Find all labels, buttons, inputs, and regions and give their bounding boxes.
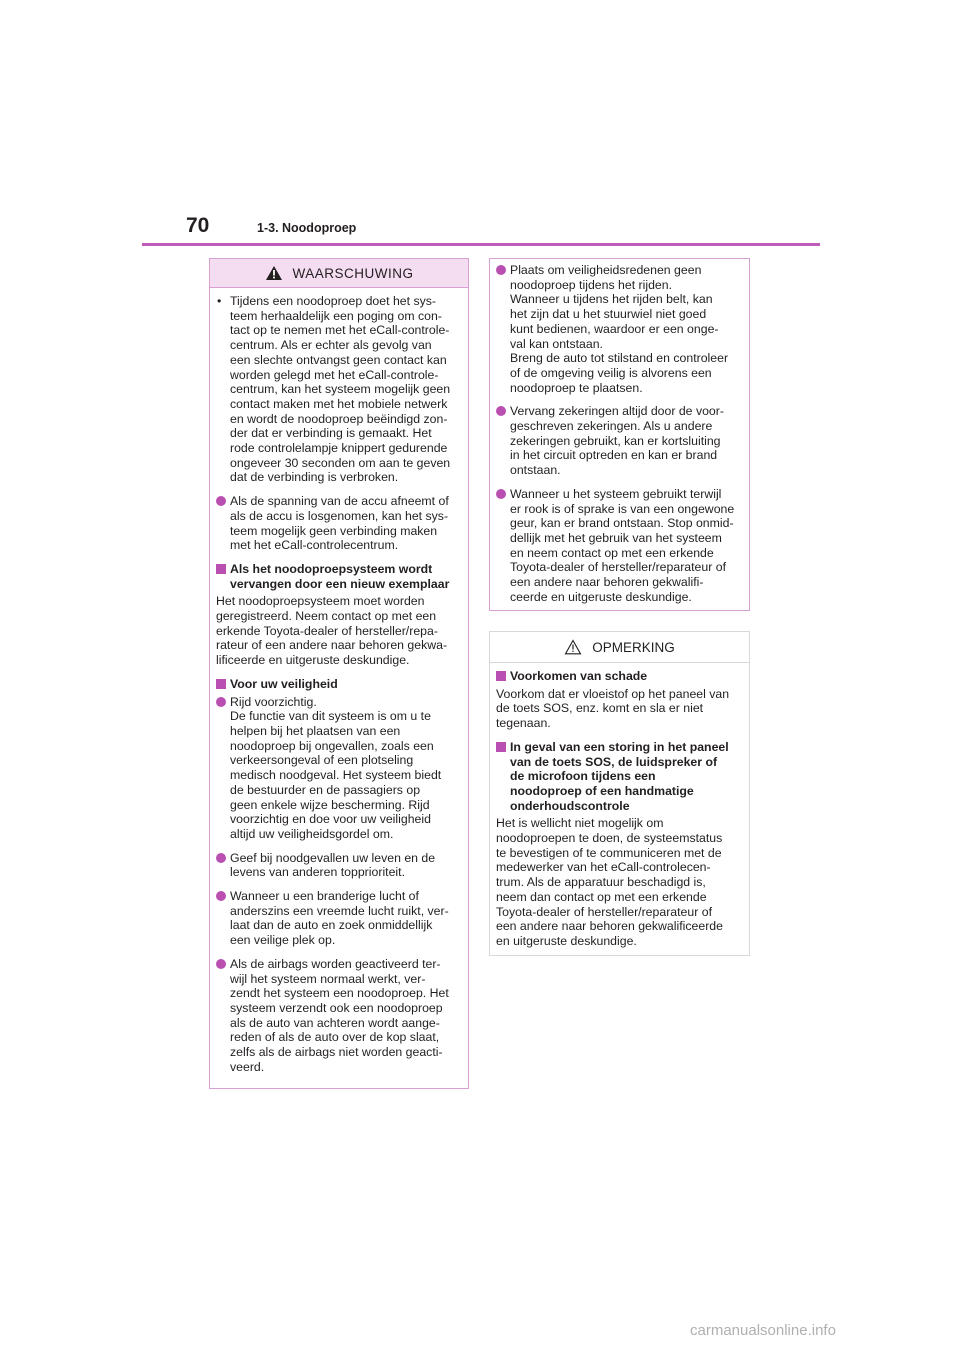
bullet-dot-icon	[496, 265, 506, 275]
warning-intro-text	[230, 294, 462, 485]
warning-bullet	[496, 263, 743, 395]
text-line: Het is wellicht niet mogelijk om	[496, 816, 664, 831]
bullet-dot-icon	[496, 489, 506, 499]
header-rule	[142, 243, 820, 246]
warning-bullet	[496, 487, 743, 605]
damage-text	[496, 687, 743, 731]
text-line: geur, kan er brand ontstaan. Stop onmid-	[510, 516, 734, 531]
text-line: noodoproepen te doen, de systeemstatus	[496, 831, 723, 846]
text-line: wijl het systeem normaal werkt, ver-	[230, 971, 426, 986]
safety-bullet	[216, 851, 462, 880]
text-line: geregistreerd. Neem contact op met een	[216, 609, 437, 624]
text-line: noodoproep bij ongevallen, zoals een	[230, 738, 434, 753]
text-line: met het eCall-controlecentrum.	[230, 538, 399, 553]
text-line: een andere naar behoren gekwalifi-	[510, 575, 704, 590]
warning-box	[209, 258, 469, 1089]
text-line: een andere naar behoren gekwalificeerde	[496, 919, 723, 934]
text-line: en neem contact op met een erkende	[510, 545, 714, 560]
text-line: Wanneer u het systeem gebruikt terwijl	[510, 486, 722, 501]
text-line: van de toets SOS, de luidspreker of	[510, 754, 718, 769]
warning-intro-bullet	[216, 294, 462, 485]
text-line: en wordt de noodoproep beëindigd zon-	[230, 411, 448, 426]
text-line: erkende Toyota-dealer of hersteller/repa-	[216, 623, 438, 638]
text-line: teem herhaaldelijk een poging om con-	[230, 308, 442, 323]
text-line: te bevestigen of te communiceren met de	[496, 845, 722, 860]
text-line: levens van anderen topprioriteit.	[230, 865, 405, 880]
text-line: ontstaan.	[510, 463, 561, 478]
text-line: Voor uw veiligheid	[230, 676, 338, 691]
warning-box-continued	[489, 258, 750, 611]
text-line: Toyota-dealer of hersteller/reparateur of	[496, 904, 712, 919]
fault-text	[496, 816, 743, 948]
text-line: zekeringen gebruikt, kan er kortsluiting	[510, 433, 721, 448]
text-line: Geef bij noodgevallen uw leven en de	[230, 850, 436, 865]
text-line: onderhoudscontrole	[510, 798, 630, 813]
bullet-dot-icon	[496, 406, 506, 416]
watermark: carmanualsonline.info	[690, 1322, 836, 1339]
text-line: trum. Als de apparatuur beschadigd is,	[496, 875, 706, 890]
text-line: lificeerde en uitgeruste deskundige.	[216, 653, 410, 668]
bullet-dot-icon	[216, 891, 226, 901]
text-line: de bestuurder en de passagiers op	[230, 782, 421, 797]
warning-header	[210, 259, 468, 288]
bullet-dot-icon	[216, 697, 226, 707]
square-bullet-icon	[496, 742, 506, 752]
section-title: 1-3. Noodoproep	[257, 221, 357, 235]
warning-bullet	[496, 404, 743, 478]
text-line: teem mogelijk geen verbinding maken	[230, 523, 438, 538]
battery-bullet	[216, 494, 462, 553]
text-line: systeem verzendt ook een noodoproep	[230, 1000, 443, 1015]
text-line: voorzichtig en doe voor uw veiligheid	[230, 812, 431, 827]
damage-heading	[496, 669, 743, 684]
safety-heading	[216, 677, 462, 692]
text-line: anderszins een vreemde lucht ruikt, ver-	[230, 903, 449, 918]
text-line: tact op te nemen met het eCall-controle-	[230, 323, 450, 338]
text-line: rode controlelampje knippert gedurende	[230, 441, 448, 456]
text-line: in het circuit optreden en kan er brand	[510, 448, 718, 463]
text-line: contact maken met het mobiele netwerk	[230, 396, 448, 411]
note-box	[489, 631, 750, 956]
text-line: tegenaan.	[496, 716, 551, 731]
text-line: Vervang zekeringen altijd door de voor-	[510, 404, 724, 419]
text-line: geschreven zekeringen. Als u andere	[510, 419, 713, 434]
text-line: noodoproep of een handmatige	[510, 783, 694, 798]
text-line: rateur of een andere naar behoren gekwa-	[216, 638, 448, 653]
text-line: er rook is of sprake is van een ongewone	[510, 501, 735, 516]
text-line: Het noodoproepsysteem moet worden	[216, 594, 425, 609]
text-line: laat dan de auto en zoek onmiddellijk	[230, 918, 433, 933]
safety-bullet	[216, 695, 462, 842]
text-line: Wanneer u een branderige lucht of	[230, 889, 419, 904]
text-line: Toyota-dealer of hersteller/reparateur of	[510, 560, 726, 575]
text-line: veerd.	[230, 1059, 265, 1074]
note-title: OPMERKING	[592, 639, 675, 655]
warning-triangle-icon	[265, 265, 283, 281]
text-line: Plaats om veiligheidsredenen geen	[510, 263, 702, 277]
text-line: Wanneer u tijdens het rijden belt, kan	[510, 292, 713, 307]
text-line: reden of als de auto over de kop slaat,	[230, 1030, 440, 1045]
text-line: het zijn dat u het stuurwiel niet goed	[510, 307, 707, 322]
text-line: Tijdens een noodoproep doet het sys-	[230, 294, 436, 308]
text-line: als de auto van achteren wordt aange-	[230, 1015, 440, 1030]
text-line: Voorkomen van schade	[510, 669, 648, 683]
bullet-dot-icon	[216, 853, 226, 863]
text-line: neem dan contact op met een erkende	[496, 889, 707, 904]
text-line: Als het noodoproepsysteem wordt	[230, 561, 433, 576]
page-number: 70	[186, 214, 210, 237]
caution-outline-icon	[564, 639, 582, 655]
text-line: zelfs als de airbags niet worden geacti-	[230, 1045, 443, 1060]
replace-heading	[216, 562, 462, 591]
text-line: helpen bij het plaatsen van een	[230, 723, 401, 738]
text-line: In geval van een storing in het paneel	[510, 739, 729, 754]
text-line: altijd uw veiligheidsgordel om.	[230, 826, 394, 841]
text-line: Breng de auto tot stilstand en controleer	[510, 351, 729, 366]
text-line: een veilige plek op.	[230, 933, 336, 948]
safety-bullet	[216, 957, 462, 1075]
text-line: Als de airbags worden geactiveerd ter-	[230, 956, 441, 971]
warning-title: WAARSCHUWING	[292, 265, 414, 281]
bullet-dot-icon	[216, 959, 226, 969]
text-line: kunt bedienen, waardoor er een onge-	[510, 321, 719, 336]
text-line: noodoproep tijdens het rijden.	[510, 277, 673, 292]
text-line: dat de verbinding is verbroken.	[230, 470, 399, 485]
text-line: en uitgeruste deskundige.	[496, 933, 637, 948]
text-line: de toets SOS, enz. komt en sla er niet	[496, 701, 704, 716]
text-line: zendt het systeem een noodoproep. Het	[230, 986, 449, 1001]
text-line: Voorkom dat er vloeistof op het paneel van	[496, 686, 730, 701]
text-line: der dat er verbinding is gemaakt. Het	[230, 426, 432, 441]
text-line: Als de spanning van de accu afneemt of	[230, 494, 449, 509]
text-line: centrum, kan het systeem mogelijk geen	[230, 382, 451, 397]
text-line: als de accu is losgenomen, kan het sys-	[230, 508, 449, 523]
text-line: een slechte ontvangst geen contact kan	[230, 352, 447, 367]
text-line: vervangen door een nieuw exemplaar	[230, 576, 450, 591]
text-line: geen enkele wijze bescherming. Rijd	[230, 797, 430, 812]
square-bullet-icon	[216, 564, 226, 574]
square-bullet-icon	[216, 679, 226, 689]
square-bullet-icon	[496, 671, 506, 681]
text-line: de microfoon tijdens een	[510, 769, 656, 784]
text-line: centrum. Als er echter als gevolg van	[230, 338, 432, 353]
bullet-mark: •	[217, 294, 222, 308]
text-line: ceerde en uitgeruste deskundige.	[510, 589, 692, 604]
text-line: dellijk met het gebruik van het systeem	[510, 530, 722, 545]
text-line: of de omgeving veilig is alvorens een	[510, 365, 712, 380]
safety-bullet	[216, 889, 462, 948]
text-line: ongeveer 30 seconden om aan te geven	[230, 455, 451, 470]
text-line: Rijd voorzichtig.	[230, 694, 317, 709]
note-header	[490, 632, 749, 663]
replace-text	[216, 594, 462, 668]
text-line: val kan ontstaan.	[510, 336, 603, 351]
text-line: verkeersongeval of een plotseling	[230, 753, 414, 768]
text-line: medisch noodgeval. Het systeem biedt	[230, 768, 442, 783]
bullet-dot-icon	[216, 496, 226, 506]
text-line: De functie van dit systeem is om u te	[230, 709, 431, 724]
text-line: noodoproep te plaatsen.	[510, 380, 643, 395]
text-line: medewerker van het eCall-controlecen-	[496, 860, 711, 875]
fault-heading	[496, 740, 743, 814]
text-line: worden gelegd met het eCall-controle-	[230, 367, 439, 382]
